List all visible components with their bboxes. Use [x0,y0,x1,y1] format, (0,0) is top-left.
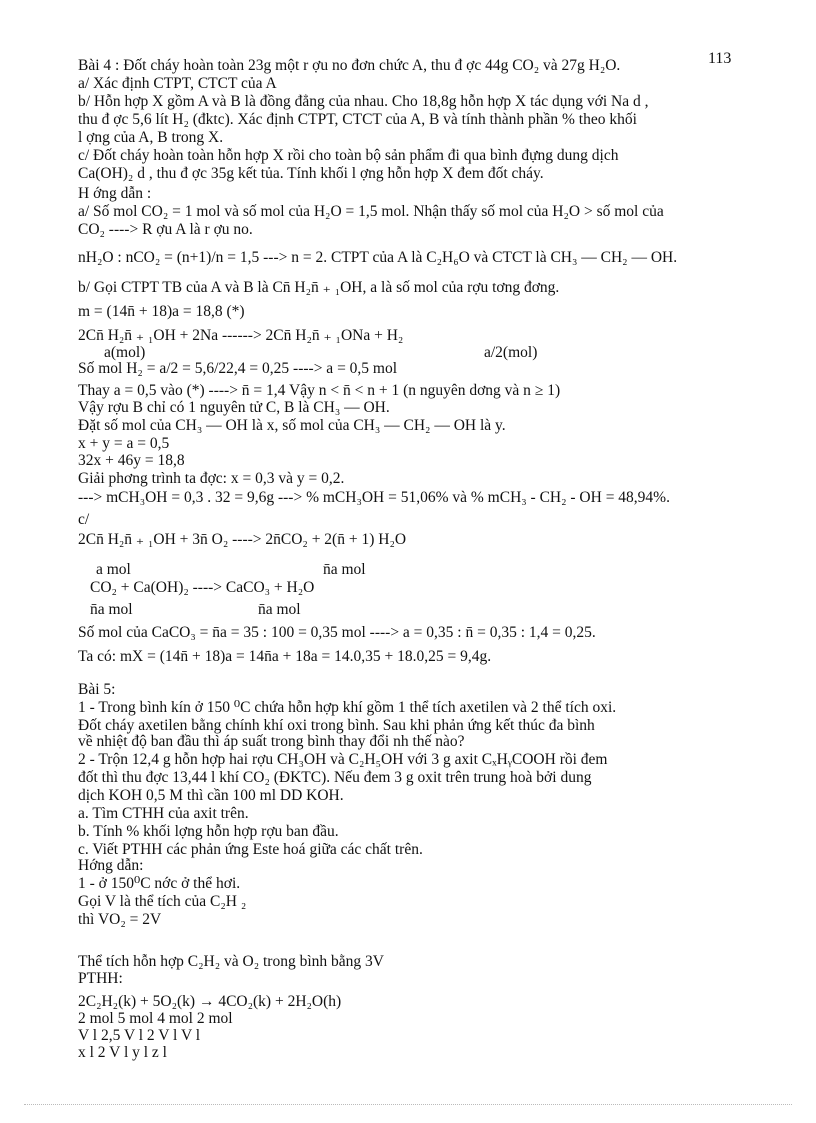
text-line: a/2(mol) [484,344,538,361]
text-line: 32x + 46y = 18,8 [78,452,185,469]
text-line: ---> mCH₃OH = 0,3 . 32 = 9,6g ---> % mCH₃OH = 51,06% và % mCH₃ - CH₂ - OH = 48,94%. [78,489,670,506]
text-line: l ợng của A, B trong X. [78,129,224,146]
text-line: Đốt cháy axetilen bằng chính khí oxi trong bình. Sau khi phản ứng kết thúc đa bình [78,717,595,734]
text-line: đốt thì thu đợc 13,44 l khí CO₂ (ĐKTC). Nếu đem 3 g oxit trên trung hoà bởi dung [78,769,592,786]
text-line: Bài 5: [78,681,116,698]
text-line: b/ Hỗn hợp X gồm A và B là đồng đẳng của nhau. Cho 18,8g hỗn hợp X tác dụng với Na d , [78,93,649,110]
text-line: Hớng dẫn: [78,857,144,874]
text-line: H ớng dẫn : [78,185,152,202]
text-line: x + y = a = 0,5 [78,435,170,452]
text-line: Ca(OH)₂ d , thu đ ợc 35g kết tủa. Tính khối l ợng hỗn hợp X đem đốt cháy. [78,165,544,182]
text-line: a/ Xác định CTPT, CTCT của A [78,75,277,92]
text-line: 2 - Trộn 12,4 g hỗn hợp hai rợu CH₃OH và C₂H₅OH với 3 g axit CₓHᵧCOOH rồi đem [78,751,608,768]
text-line: CO₂ ----> R ợu A là r ợu no. [78,221,253,238]
text-line: a. Tìm CTHH của axit trên. [78,805,249,822]
text-line: a mol [96,561,131,578]
text-line: Số mol của CaCO₃ = n̄a = 35 : 100 = 0,35 mol ----> a = 0,35 : n̄ = 0,35 : 1,4 = 0,25. [78,624,596,641]
page-bottom-rule [24,1104,792,1105]
text-line: về nhiệt độ ban đầu thì áp suất trong bình thay đổi nh thế nào? [78,733,465,750]
text-line: dịch KOH 0,5 M thì cần 100 ml DD KOH. [78,787,344,804]
text-line: c. Viết PTHH các phản ứng Este hoá giữa các chất trên. [78,841,423,858]
text-line: 1 - ở 150⁰C nớc ở thể hơi. [78,875,241,892]
text-line: m = (14n̄ + 18)a = 18,8 (*) [78,303,245,320]
text-line: Bài 4 : Đốt cháy hoàn toàn 23g một r ợu no đơn chức A, thu đ ợc 44g CO₂ và 27g H₂O. [78,57,621,74]
text-line: Ta có: mX = (14n̄ + 18)a = 14n̄a + 18a = 14.0,35 + 18.0,25 = 9,4g. [78,648,492,665]
text-line: Số mol H₂ = a/2 = 5,6/22,4 = 0,25 ----> a = 0,5 mol [78,360,398,377]
text-line: 1 - Trong bình kín ở 150 ⁰C chứa hỗn hợp khí gồm 1 thể tích axetilen và 2 thể tích oxi. [78,699,617,716]
text-line: Thể tích hỗn hợp C₂H₂ và O₂ trong bình bằng 3V [78,953,384,970]
text-line: thu đ ợc 5,6 lít H₂ (đktc). Xác định CTPT, CTCT của A, B và tính thành phần % theo khối [78,111,637,128]
text-line: b. Tính % khối lợng hỗn hợp rợu ban đầu. [78,823,339,840]
text-line: c/ Đốt cháy hoàn toàn hỗn hợp X rồi cho toàn bộ sản phẩm đi qua bình đựng dung dịch [78,147,619,164]
text-line: Gọi V là thể tích của C₂H ₂ [78,893,247,910]
text-line: 2 mol 5 mol 4 mol 2 mol [78,1010,233,1027]
text-line: PTHH: [78,970,123,987]
text-line: Đặt số mol của CH₃ — OH là x, số mol của CH₃ — CH₂ — OH là y. [78,417,506,434]
text-line: CO₂ + Ca(OH)₂ ----> CaCO₃ + H₂O [90,579,315,596]
text-line: n̄a mol [90,601,133,618]
text-line: b/ Gọi CTPT TB của A và B là Cn̄ H₂n̄ ₊ ₁OH, a là số mol của rợu tơng đơng. [78,279,560,296]
text-line: Giải phơng trình ta đợc: x = 0,3 và y = 0,2. [78,470,345,487]
text-line: a(mol) [104,344,146,361]
text-line: a/ Số mol CO₂ = 1 mol và số mol của H₂O = 1,5 mol. Nhận thấy số mol của H₂O > số mol của [78,203,664,220]
text-line: Thay a = 0,5 vào (*) ----> n̄ = 1,4 Vậy n < n̄ < n + 1 (n nguyên dơng và n ≥ 1) [78,382,561,399]
text-line: x l 2 V l y l z l [78,1044,167,1061]
text-line: 2Cn̄ H₂n̄ ₊ ₁OH + 2Na ------> 2Cn̄ H₂n̄ ₊ ₁ONa + H₂ [78,327,404,344]
text-line: n̄a mol [323,561,366,578]
text-line: n̄a mol [258,601,301,618]
text-line: V l 2,5 V l 2 V l V l [78,1027,201,1044]
text-line: thì VO₂ = 2V [78,911,162,928]
text-line: Vậy rợu B chỉ có 1 nguyên tử C, B là CH₃ — OH. [78,399,390,416]
text-line: c/ [78,511,90,528]
text-line: nH₂O : nCO₂ = (n+1)/n = 1,5 ---> n = 2. CTPT của A là C₂H₆O và CTCT là CH₃ — CH₂ — OH. [78,249,678,266]
text-line: 2C₂H₂(k) + 5O₂(k) → 4CO₂(k) + 2H₂O(h) [78,993,342,1010]
text-line: 2Cn̄ H₂n̄ ₊ ₁OH + 3n̄ O₂ ----> 2n̄CO₂ + 2(n̄ + 1) H₂O [78,531,407,548]
page-number: 113 [708,50,732,67]
